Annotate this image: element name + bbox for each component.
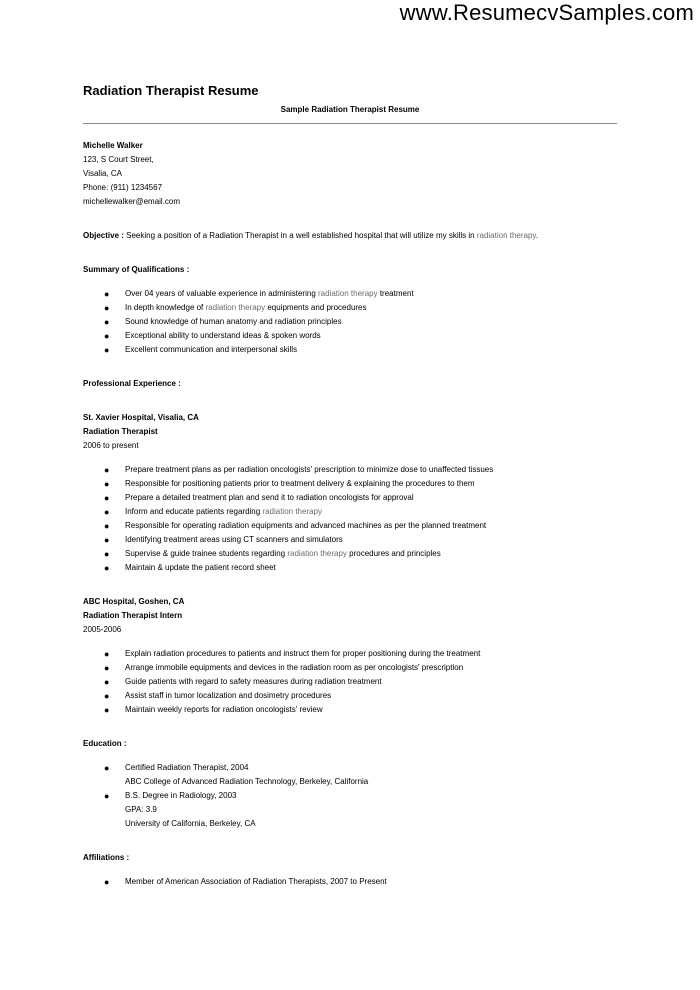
item-text: Maintain & update the patient record sheet: [125, 563, 276, 572]
site-watermark: www.ResumecvSamples.com: [399, 0, 694, 25]
job-duties: [83, 647, 617, 717]
bullet-icon: ●: [104, 877, 110, 887]
contact-city: Visalia, CA: [83, 169, 122, 178]
list-item: [83, 675, 617, 689]
item-text: Exceptional ability to understand ideas & spoken words: [125, 331, 321, 340]
bullet-icon: ●: [104, 663, 110, 673]
list-item: [83, 329, 617, 343]
item-text-end: treatment: [377, 289, 414, 298]
education-heading: Education :: [83, 739, 127, 748]
education-entry: [83, 761, 617, 775]
objective: [83, 229, 617, 243]
list-item: [83, 647, 617, 661]
summary-list: [83, 287, 617, 357]
education-detail: ABC College of Advanced Radiation Technology, Berkeley, California: [125, 777, 369, 786]
list-item: [83, 547, 617, 561]
list-item: [83, 491, 617, 505]
item-link[interactable]: radiation therapy: [318, 289, 378, 298]
item-text: Sound knowledge of human anatomy and radiation principles: [125, 317, 342, 326]
item-text: Arrange immobile equipments and devices in the radiation room as per oncologists' prescription: [125, 663, 464, 672]
bullet-icon: ●: [104, 493, 110, 503]
item-link[interactable]: radiation therapy: [262, 507, 323, 516]
education-detail: GPA: 3.9: [125, 805, 157, 814]
item-text: Inform and educate patients regarding: [125, 507, 263, 516]
list-item: [83, 519, 617, 533]
item-text: Explain radiation procedures to patients and instruct them for proper positioning during the treatment: [125, 649, 481, 658]
list-item: [83, 315, 617, 329]
list-item: [83, 789, 617, 803]
job-role: Radiation Therapist Intern: [83, 611, 183, 620]
education-detail: University of California, Berkeley, CA: [125, 819, 256, 828]
experience-jobs: [83, 411, 617, 717]
affiliations-heading: Affiliations :: [83, 853, 130, 862]
list-item: [83, 661, 617, 675]
list-item: [83, 477, 617, 491]
bullet-icon: ●: [104, 317, 110, 327]
bullet-icon: ●: [104, 507, 110, 517]
list-item: [83, 533, 617, 547]
item-text: Identifying treatment areas using CT scanners and simulators: [125, 535, 343, 544]
job-role: Radiation Therapist: [83, 427, 158, 436]
bullet-icon: ●: [104, 303, 110, 313]
list-item: [83, 689, 617, 703]
item-text: Prepare a detailed treatment plan and send it to radiation oncologists for approval: [125, 493, 414, 502]
item-text-end: equipments and procedures: [265, 303, 367, 312]
objective-link[interactable]: radiation therapy: [476, 231, 536, 240]
item-text: Responsible for positioning patients prior to treatment delivery & explaining the procedures to them: [125, 479, 475, 488]
item-text: Supervise & guide trainee students regarding: [125, 549, 288, 558]
job-employer: St. Xavier Hospital, Visalia, CA: [83, 413, 199, 422]
bullet-icon: ●: [104, 479, 110, 489]
bullet-icon: ●: [104, 331, 110, 341]
resume-document: [83, 83, 617, 889]
resume-subtitle: Sample Radiation Therapist Resume: [280, 105, 420, 114]
education-list: [83, 761, 617, 831]
bullet-icon: ●: [104, 705, 110, 715]
list-item: [83, 561, 617, 575]
item-link[interactable]: radiation therapy: [287, 549, 347, 558]
objective-label: Objective :: [83, 231, 124, 240]
affiliations-list: [83, 875, 617, 889]
bullet-icon: ●: [104, 549, 110, 559]
contact-block: [83, 139, 617, 209]
summary-heading: Summary of Qualifications :: [83, 265, 190, 274]
bullet-icon: ●: [104, 791, 110, 801]
job-dates: 2005-2006: [83, 625, 122, 634]
item-text: Over 04 years of valuable experience in administering: [125, 289, 318, 298]
bullet-icon: ●: [104, 289, 110, 299]
item-text: Guide patients with regard to safety measures during radiation treatment: [125, 677, 382, 686]
item-text: Assist staff in tumor localization and dosimetry procedures: [125, 691, 332, 700]
item-text: Excellent communication and interpersonal skills: [125, 345, 298, 354]
experience-heading: Professional Experience :: [83, 379, 181, 388]
bullet-icon: ●: [104, 535, 110, 545]
job-employer: ABC Hospital, Goshen, CA: [83, 597, 185, 606]
bullet-icon: ●: [104, 691, 110, 701]
list-item: [83, 761, 617, 775]
item-text: Responsible for operating radiation equipments and advanced machines as per the planned treatment: [125, 521, 487, 530]
item-text: Prepare treatment plans as per radiation oncologists' prescription to minimize dose to unaffected tissues: [125, 465, 494, 474]
bullet-icon: ●: [104, 563, 110, 573]
contact-phone: Phone: (911) 1234567: [83, 183, 163, 192]
education-entry: [83, 789, 617, 803]
item-text: Maintain weekly reports for radiation oncologists' review: [125, 705, 323, 714]
education-degree: B.S. Degree in Radiology, 2003: [125, 791, 237, 800]
job-duties: [83, 463, 617, 575]
list-item: [83, 287, 617, 301]
contact-street: 123, S Court Street,: [83, 155, 154, 164]
item-link[interactable]: radiation therapy: [205, 303, 266, 312]
contact-name: Michelle Walker: [83, 141, 143, 150]
list-item: [83, 505, 617, 519]
item-text: In depth knowledge of: [125, 303, 206, 312]
item-text: Member of American Association of Radiation Therapists, 2007 to Present: [125, 877, 387, 886]
list-item: [83, 463, 617, 477]
job-dates: 2006 to present: [83, 441, 139, 450]
objective-end: .: [535, 231, 539, 240]
bullet-icon: ●: [104, 521, 110, 531]
job-entry: [83, 411, 617, 575]
item-text-end: procedures and principles: [346, 549, 441, 558]
bullet-icon: ●: [104, 649, 110, 659]
bullet-icon: ●: [104, 345, 110, 355]
contact-email: michellewalker@email.com: [83, 197, 181, 206]
objective-text: Seeking a position of a Radiation Therapist in a well established hospital that will utilize my skills in: [123, 231, 477, 240]
list-item: [83, 875, 617, 889]
job-entry: [83, 595, 617, 717]
list-item: [83, 703, 617, 717]
list-item: [83, 343, 617, 357]
education-degree: Certified Radiation Therapist, 2004: [125, 763, 249, 772]
bullet-icon: ●: [104, 677, 110, 687]
bullet-icon: ●: [104, 763, 110, 773]
resume-title: Radiation Therapist Resume: [83, 83, 259, 98]
divider: [83, 123, 617, 124]
bullet-icon: ●: [104, 465, 110, 475]
list-item: [83, 301, 617, 315]
